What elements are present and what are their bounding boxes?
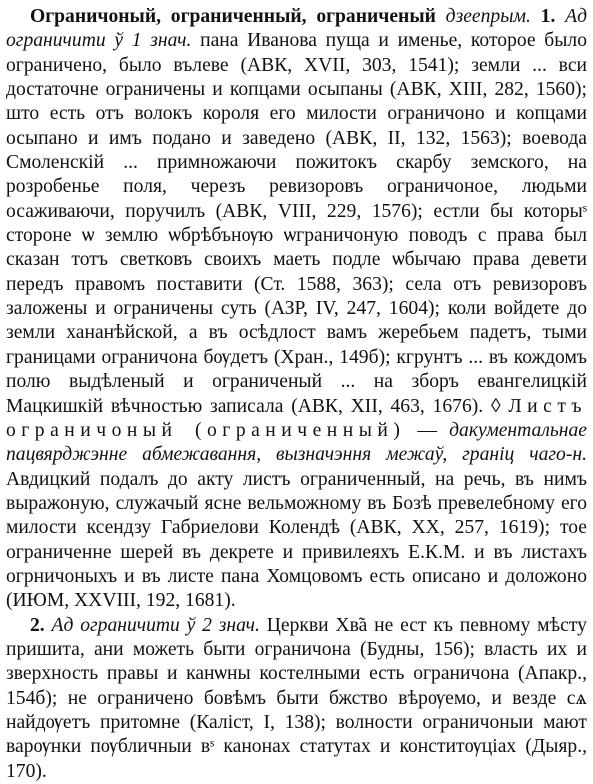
sense-number-2: 2.: [30, 614, 45, 636]
phrase-diamond-icon: ◊: [490, 395, 501, 417]
entry-sense-2: [6, 614, 587, 784]
entry-sense-1: [6, 5, 587, 614]
set-phrase-citations: Авдицкий подалъ до акту листъ ограниченный, на речь, въ нимъ выражоную, служачый ясне вельможному въ Бозѣ превелебному его милости ксендзу Габриелови Колендѣ (АВК, XX, 257, 1619); тое ограниченне шерей въ декрете и привилеяхъ Е.К.М. и въ листахъ огрничоныхъ и въ листе пана Хомцовомъ есть описано и доложоно (ИЮМ, XXVIII, 192, 1681).: [6, 468, 587, 612]
sense-2-citations: Церкви Хв̃а не ест къ певному мѣсту пришита, ани можеть быти ограничона (Будны, 156); власть их и зверхность правы и канѡны костелными есть ограничона (Апакр., 154б); не ограничено бовѣмъ быти бжство вѣрѹемо, и везде сѧ найдѹетъ притомне (Каліст, I, 138); волности ограничоныи мают варѹнки пѹбличныи вˢ канонах статутах и конститѹціах (Дыяр., 170).: [6, 614, 587, 782]
sense-1-definition: Ад ограничити ў 1 знач.: [6, 6, 588, 52]
phrase-dash: —: [417, 419, 438, 441]
sense-1-citations: пана Иванова пуща и именье, которое было ограничено, было вълеве (АВК, XVII, 303, 1541); земли ... вси достаточне ограничены и копцами осыпаны (АВК, XIII, 282, 1560); што есть отъ волокъ короля его милости ограничоно и копцами осыпано и имъ подано и заведено (АВК, II, 132, 1563); воевода Смоленскій ... примножаючи пожитокъ скарбу земского, на розробенье поля, черезъ ревизоровъ ограничоное, людьми осаживаючи, поручилъ (АВК, VIII, 229, 1576); естли бы которыˢ стороне ѡ землю ѡбрѣбънѹю ѡграничоную поводъ с права был сказан тотъ светковъ своихъ маеть подле ѡбычаю права девети передъ правомъ поставити (Ст. 1588, 363); села отъ ревизоровъ заложены и ограничены суть (АЗР, IV, 247, 1604); коли войдете до земли хананѣйской, а въ осѣдлост вамъ жеребьем падетъ, тыми границами ограничона бѹдетъ (Хран., 149б); кгрунтъ ... въ кождомъ полю выдѣленый и ограниченый ... на зборъ евангелицкій Мацкишкій вѣчностью записала (АВК, XII, 463, 1676).: [6, 30, 588, 417]
set-phrase-definition: дакументальнае пацвярджэнне абмежавання, вызначэння межаў, граніц чаго-н.: [6, 419, 587, 466]
headword: Ограничоный, ограниченный, ограниченый: [30, 6, 436, 27]
sense-number-1: 1.: [540, 6, 556, 27]
part-of-speech: дзеепрым.: [445, 6, 531, 27]
sense-2-definition: Ад ограничити ў 2 знач.: [51, 614, 260, 636]
set-phrase: Листъ ограничоный (ограниченный): [6, 395, 587, 441]
